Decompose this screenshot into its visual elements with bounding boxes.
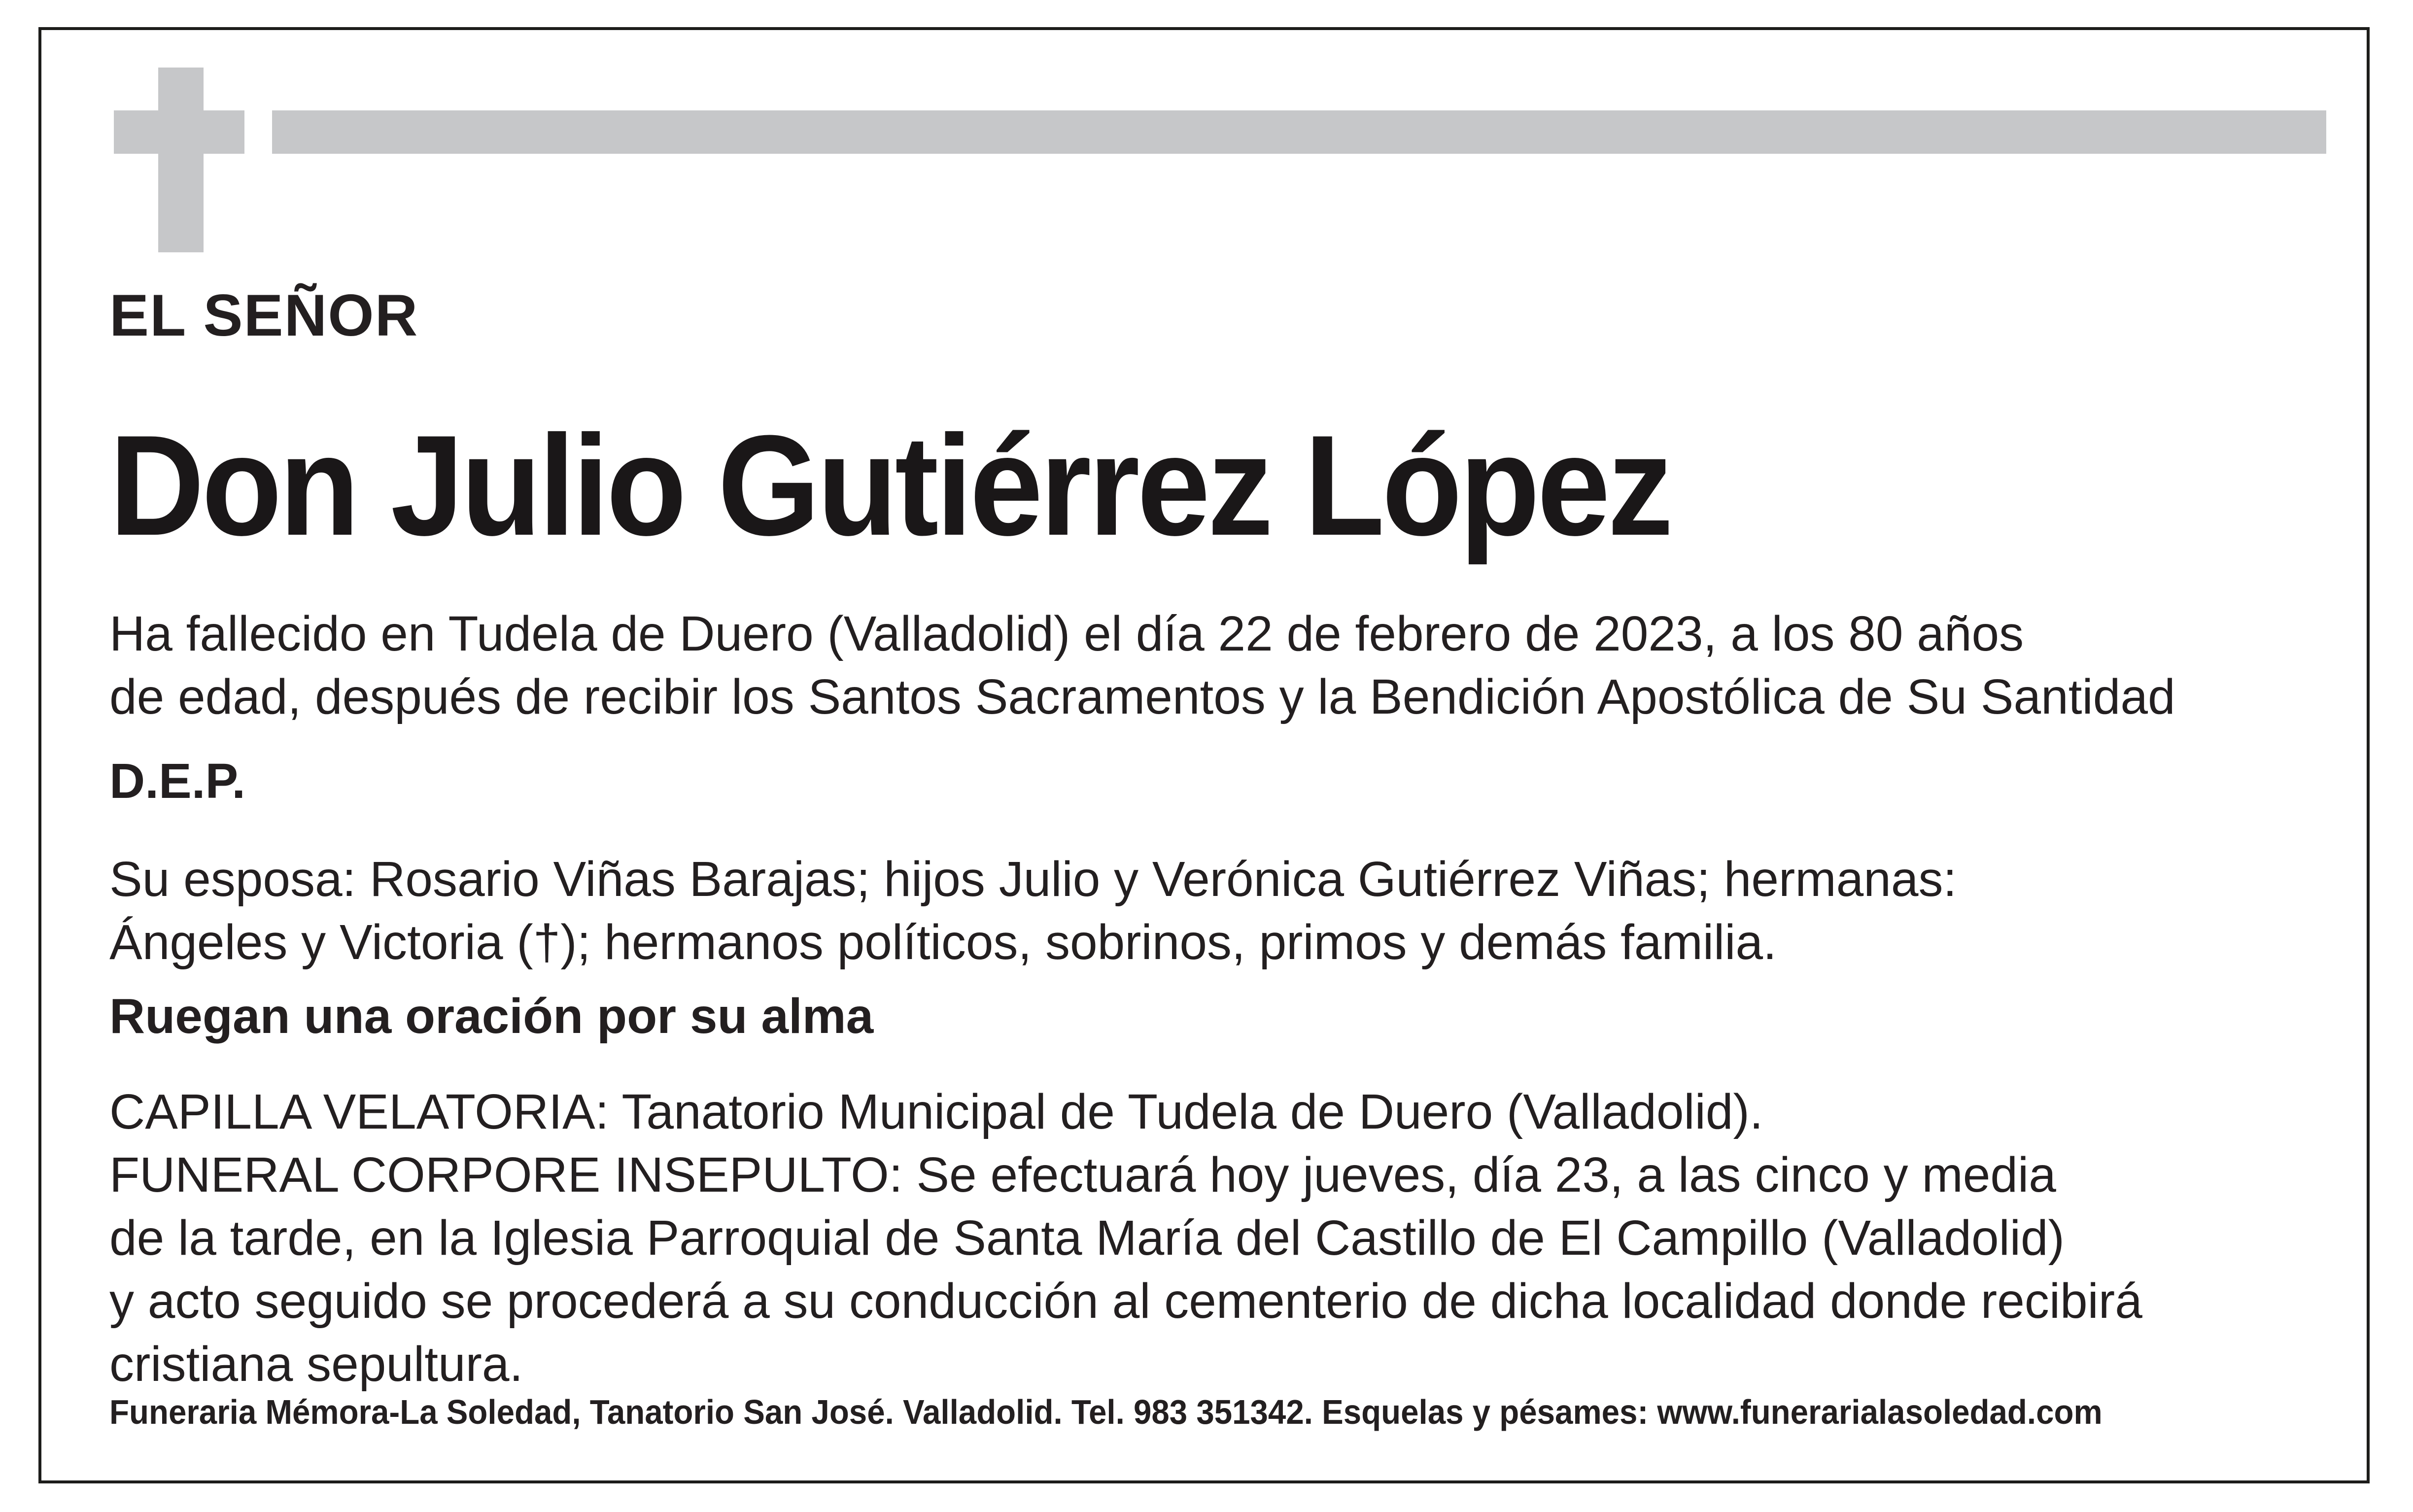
funeral-home-footer: Funeraria Mémora-La Soledad, Tanatorio San José. Valladolid. Tel. 983 351342. Esquelas y pésames: www.funerarialasoledad.com [109,1393,2103,1431]
cross-vertical-bar [158,68,204,252]
family-list [109,848,1957,974]
service-line: de la tarde, en la Iglesia Parroquial de Santa María del Castillo de El Campillo (Valladolid) [109,1210,2065,1266]
family-line: Su esposa: Rosario Viñas Barajas; hijos Julio y Verónica Gutiérrez Viñas; hermanas: [109,852,1957,907]
death-line: de edad, después de recibir los Santos Sacramentos y la Bendición Apostólica de Su Santidad [109,669,2175,724]
service-line: cristiana sepultura. [109,1337,523,1392]
service-line: FUNERAL CORPORE INSEPULTO: Se efectuará hoy jueves, día 23, a las cinco y media [109,1147,2056,1203]
title-prefix: EL SEÑOR [109,282,419,348]
service-details [109,1080,2142,1396]
deceased-name: Don Julio Gutiérrez López [109,406,1671,565]
cross-horizontal-bar [114,110,244,154]
prayer-request: Ruegan una oración por su alma [109,989,874,1044]
header-rule [272,110,2326,154]
dep-label: D.E.P. [109,754,246,809]
death-announcement [109,602,2175,728]
service-line: CAPILLA VELATORIA: Tanatorio Municipal de Tudela de Duero (Valladolid). [109,1084,1763,1139]
cross-icon [114,68,244,252]
death-line: Ha fallecido en Tudela de Duero (Valladolid) el día 22 de febrero de 2023, a los 80 años [109,606,2024,661]
family-line: Ángeles y Victoria (†); hermanos políticos, sobrinos, primos y demás familia. [109,915,1777,970]
service-line: y acto seguido se procederá a su conducción al cementerio de dicha localidad donde recibirá [109,1273,2142,1329]
